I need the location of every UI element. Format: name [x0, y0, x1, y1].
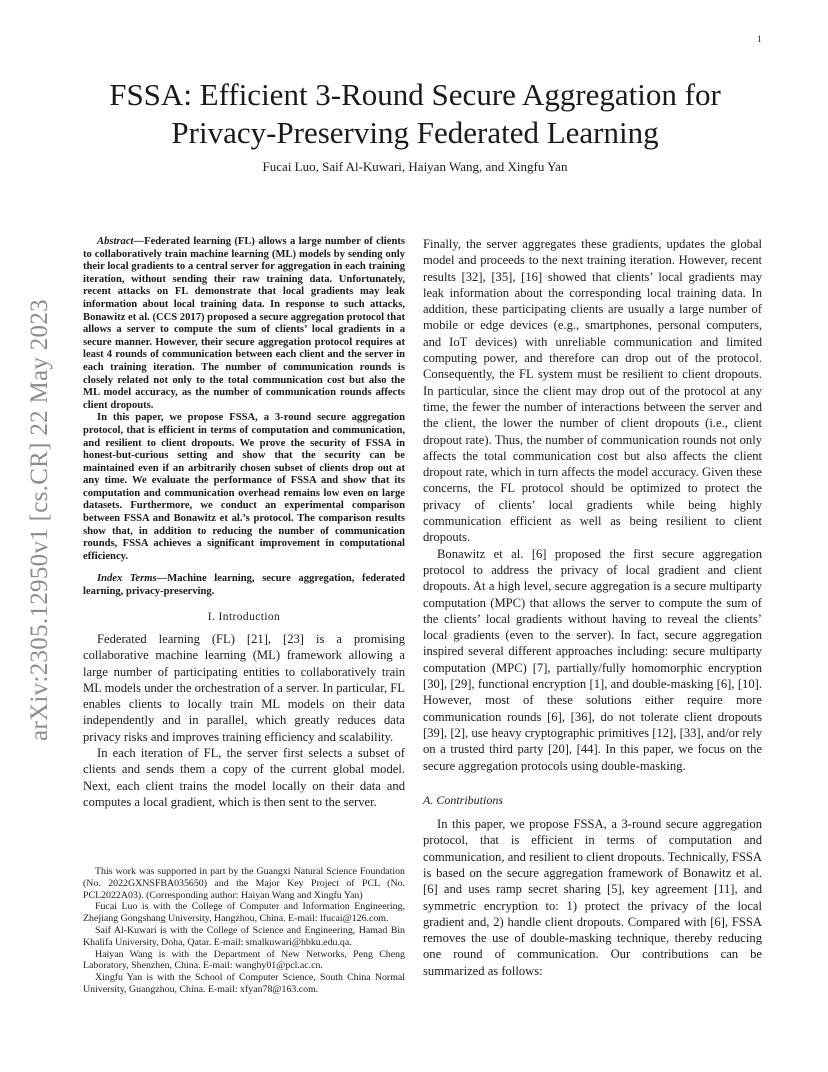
footnote-author-2: Saif Al-Kuwari is with the College of Science and Engineering, Hamad Bin Khalifa University, Doha, Qatar. E-mail: smalkuwari@hbku.edu.qa. — [83, 924, 405, 948]
intro-paragraph-2: In each iteration of FL, the server first selects a subset of clients and sends them a copy of the current global model. Next, each client trains the model locally on their data and computes a local gradient, which is then sent to the server. — [83, 746, 405, 809]
paper-title — [70, 76, 760, 152]
right-paragraph-2: Bonawitz et al. [6] proposed the first secure aggregation protocol to address the privacy of local gradient and client dropouts. At a high level, secure aggregation is a secure multiparty computation (MPC) that allows the server to compute the sum of the clients’ local gradients without having to reveal the clients’ local gradients (even to the server). In fact, secure aggregation inspired several different approaches including: secure multiparty computation (MPC) [7], partially/fully homomorphic encryption [30], [29], functional encryption [1], and double-masking [6], [10]. However, most of these solutions either require more communication rounds [6], [36], do not tolerate client dropouts [39], [2], use heavy cryptographic primitives [12], [33], and/or rely on a trusted third party [20], [44]. In this paper, we focus on the secure aggregation protocols using double-masking. — [423, 546, 762, 773]
title-line-1: FSSA: Efficient 3-Round Secure Aggregation for — [109, 77, 721, 112]
index-terms: Index Terms—Machine learning, secure aggregation, federated learning, privacy-preserving. — [83, 573, 405, 598]
footnote-funding: This work was supported in part by the Guangxi Natural Science Foundation (No. 2022GXNSFBA035650) and the Major Key Project of PCL (No. PCL2022A03). (Corresponding author: Haiyan Wang and Xingfu Yan) — [83, 866, 405, 901]
subsection-heading-contributions: A. Contributions — [423, 792, 504, 807]
footnote-author-4: Xingfu Yan is with the School of Computer Science, South China Normal University, Guangzhou, China. E-mail: xfyan78@163.com. — [83, 972, 405, 995]
footnote-author-1: Fucai Luo is with the College of Computer and Information Engineering, Zhejiang Gongshang University, Hangzhou, China. E-mail: lfucai@126.com. — [83, 901, 405, 925]
left-column — [83, 236, 405, 810]
intro-paragraph-1: Federated learning (FL) [21], [23] is a promising collaborative machine learning (ML) framework allowing a large number of participating entities to collaboratively train ML models under the orchestration of a server. In particular, FL enables clients to locally train ML models on their data independently and in parallel, which greatly reduces data privacy risks and improves training efficiency and scalability. — [83, 631, 405, 744]
footnotes — [83, 866, 405, 996]
arxiv-identifier: arXiv:2305.12950v1 [cs.CR] 22 May 2023 — [26, 299, 53, 741]
right-paragraph-1: Finally, the server aggregates these gradients, updates the global model and proceeds to the next training iteration. However, recent results [32], [35], [16] showed that clients’ local gradients may leak information about the corresponding local training data. In addition, these participating clients are usually a large number of mobile or edge devices (e.g., smartphones, personal computers, and IoT devices) with unreliable communication and limited computing power, and therefore can drop out of the protocol. Consequently, the FL system must be resilient to client dropouts. In particular, since the client may drop out of the protocol at any time, the fewer the number of interactions between the server and the client, the lower the number of client dropouts (i.e., client dropout rate). Thus, the number of communication rounds not only affects the total communication cost but also affects the client dropout rate, which in turn affects the model accuracy. Given these concerns, the FL protocol should be optimized to protect the privacy of clients’ local gradients while being highly communication efficient as well as being resilient to client dropouts. — [423, 237, 762, 545]
abstract-paragraph-2: In this paper, we propose FSSA, a 3-round secure aggregation protocol, that is efficient in terms of computation and communication, and resilient to client dropouts. We prove the security of FSSA in honest-but-curious setting and show that the security can be maintained even if an arbitrarily chosen subset of clients drop out at any time. We evaluate the performance of FSSA and show that its computation and communication overhead remains low even on large datasets. Furthermore, we conduct an experimental comparison between FSSA and Bonawitz et al.’s protocol. The comparison results show that, in addition to reducing the number of communication rounds, FSSA achieves a significant improvement in computational efficiency. — [83, 412, 405, 562]
abstract-paragraph-1: Abstract—Federated learning (FL) allows a large number of clients to collaboratively train machine learning (ML) models by sending only their local gradients to a central server for aggregation in each training iteration, without sending their raw training data. Unfortunately, recent attacks on FL demonstrate that local gradients may leak information about local training data. In response to such attacks, Bonawitz et al. (CCS 2017) proposed a secure aggregation protocol that allows a server to compute the sum of clients’ local gradients in a secure manner. However, their secure aggregation protocol requires at least 4 rounds of communication between each client and the server in each training iteration. The number of communication rounds is closely related not only to the total communication cost but also the ML model accuracy, as the number of communication rounds affects client dropouts. — [83, 236, 406, 411]
index-terms-label: Index Terms — [97, 573, 157, 585]
author-list: Fucai Luo, Saif Al-Kuwari, Haiyan Wang, and Xingfu Yan — [262, 159, 568, 174]
right-paragraph-3: In this paper, we propose FSSA, a 3-round secure aggregation protocol, that is efficient in terms of computation and communication, and resilient to client dropouts. Technically, FSSA is based on the secure aggregation framework of Bonawitz et al. [6] and uses ramp secret sharing [5], key agreement [11], and symmetric encryption to: 1) protect the privacy of the local gradient and, 2) handle client dropouts. Compared with [6], FSSA removes the use of double-masking technique, thereby reducing one round of communication. Our contributions can be summarized as follows: — [423, 817, 762, 978]
footnote-author-3: Haiyan Wang is with the Department of New Networks, Peng Cheng Laboratory, Shenzhen, China. E-mail: wanghy01@pcl.ac.cn. — [83, 948, 405, 972]
abstract-label: Abstract — [97, 236, 134, 247]
page-number: 1 — [757, 34, 762, 44]
section-heading-introduction: I. Introduction — [207, 610, 281, 623]
arxiv-sidebar — [20, 280, 60, 760]
right-column — [423, 236, 762, 979]
title-line-2: Privacy-Preserving Federated Learning — [171, 115, 659, 150]
